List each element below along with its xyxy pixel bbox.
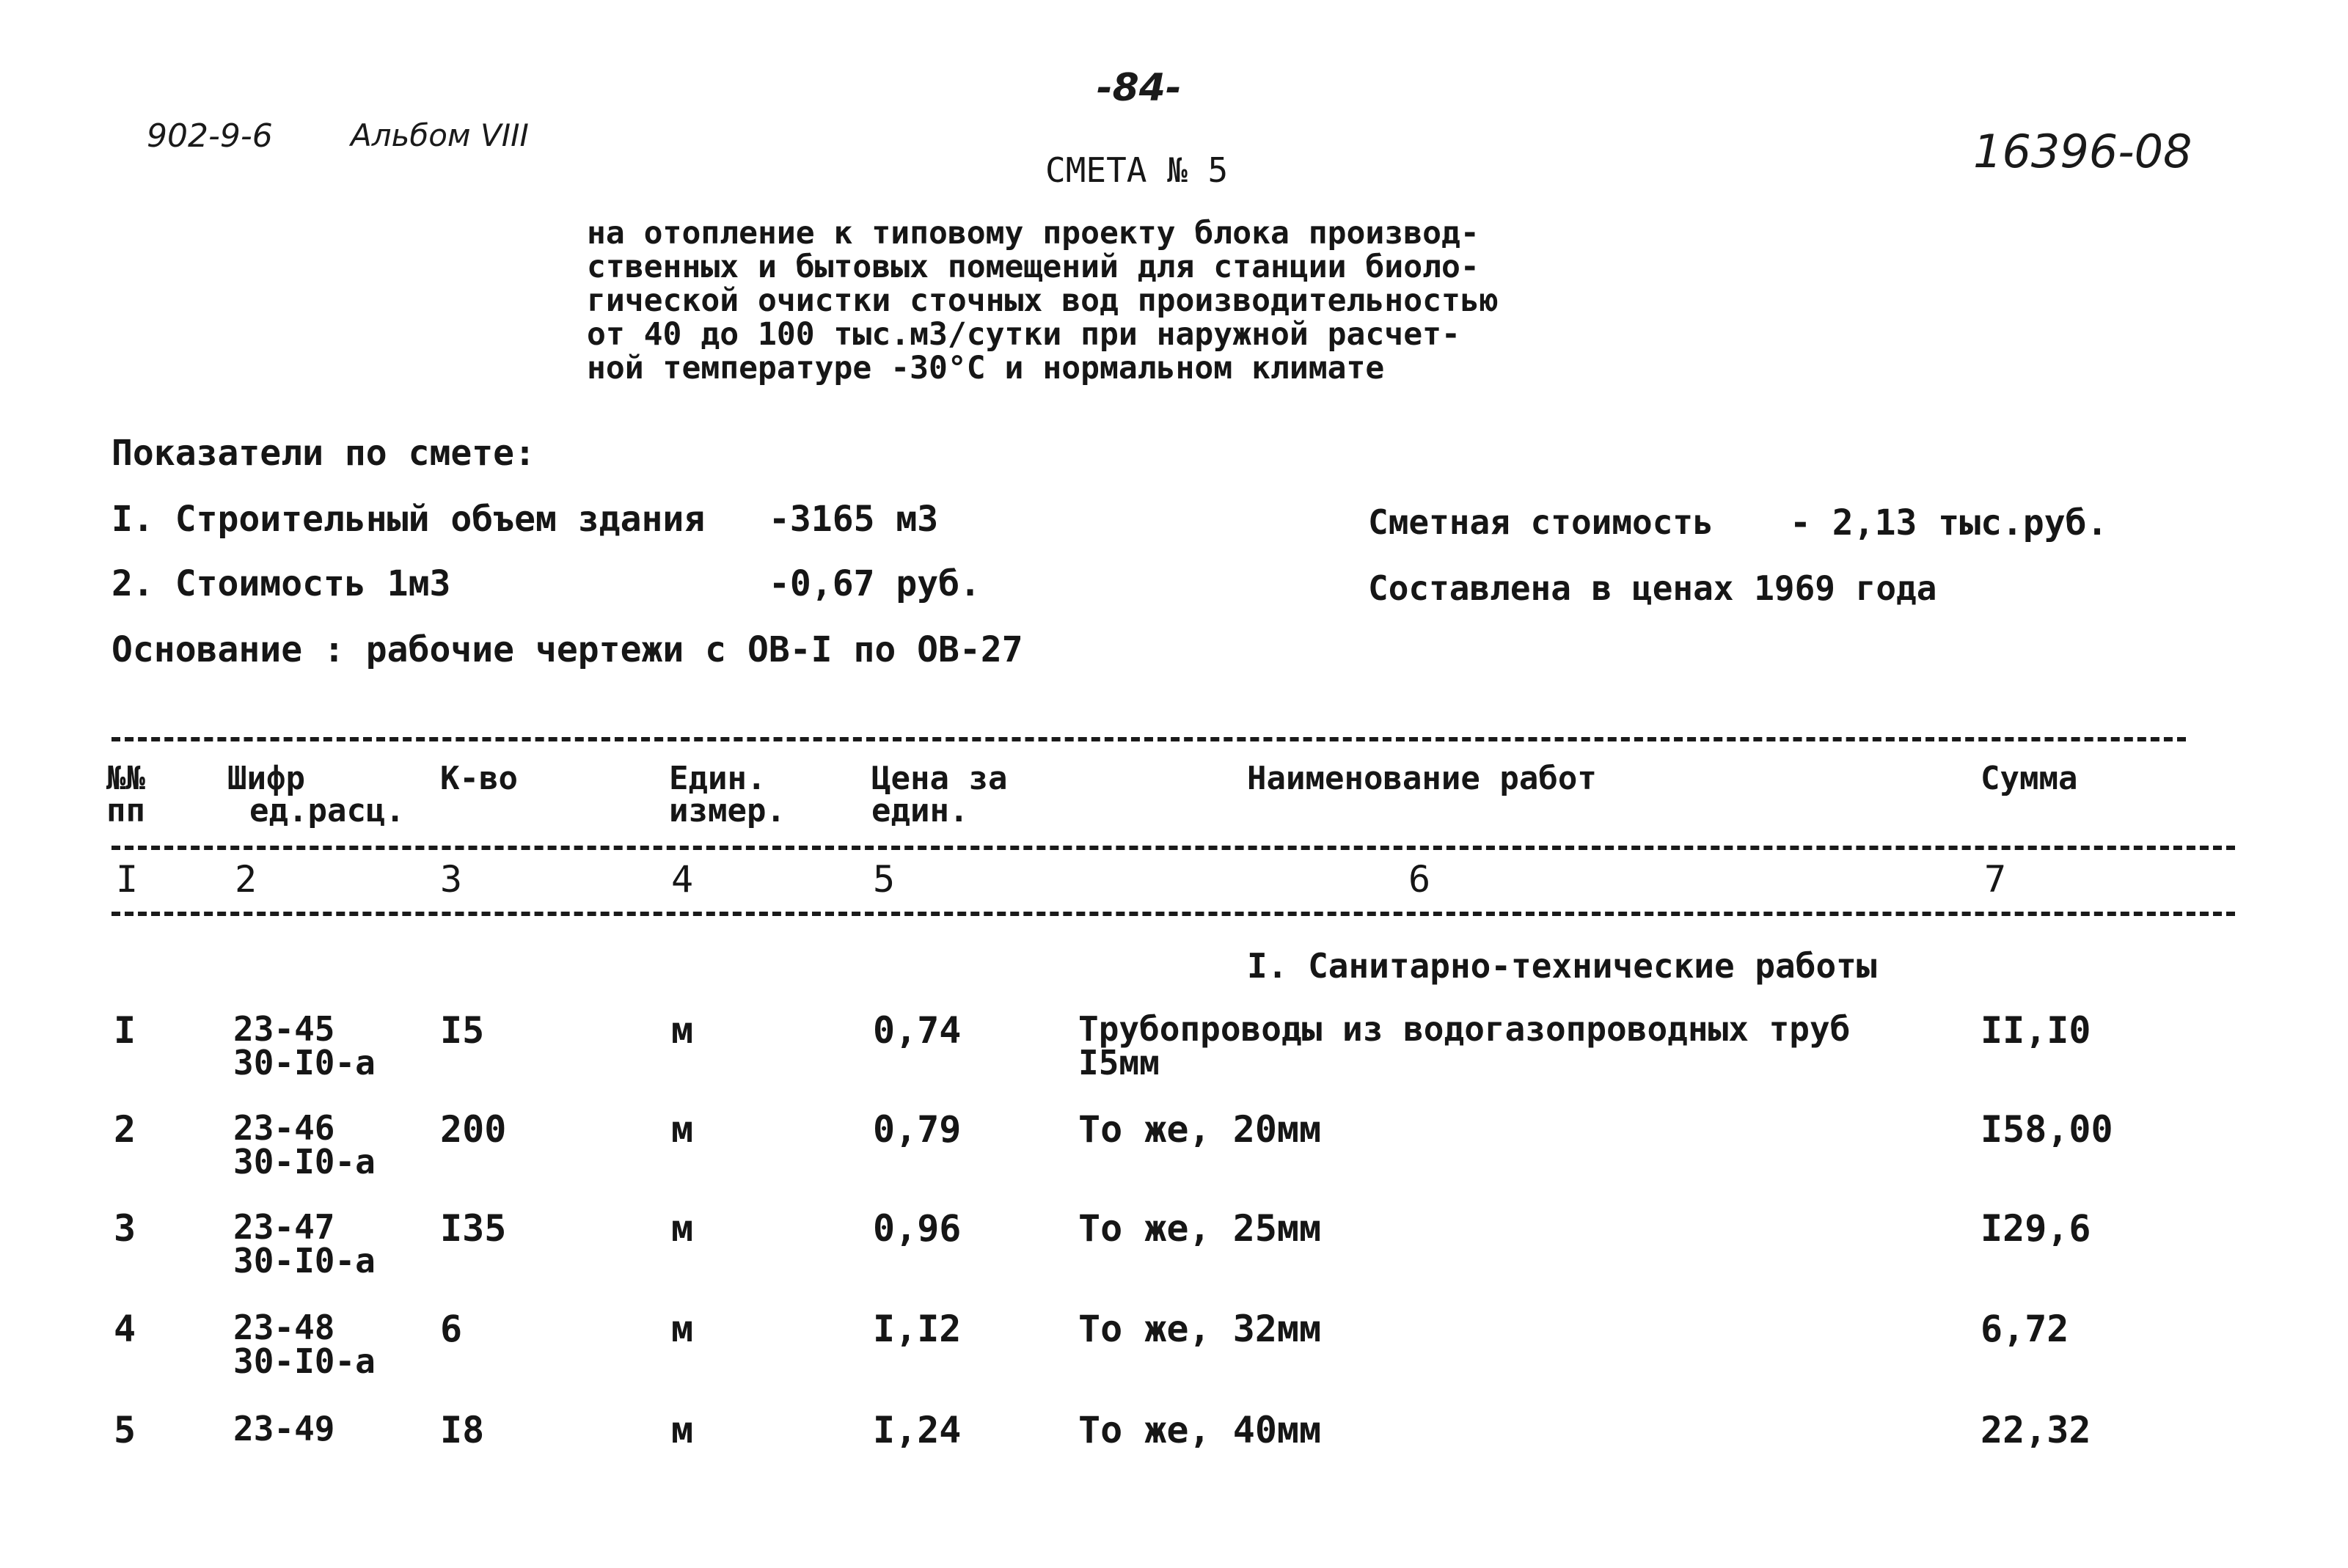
- colnum-4: 4: [671, 858, 694, 901]
- album-label: Альбом VIII: [351, 117, 529, 153]
- row-price: 0,96: [873, 1207, 962, 1250]
- unit-cost-label: 2. Стоимость 1м3: [111, 563, 451, 604]
- row-unit: м: [671, 1409, 694, 1451]
- indicators-heading: Показатели по смете:: [111, 433, 535, 474]
- row-name: Трубопроводы из водогазопроводных труб I5мм: [1078, 1009, 1851, 1082]
- row-price: I,24: [873, 1409, 962, 1451]
- cost-label: Сметная стоимость: [1368, 502, 1714, 542]
- row-name: То же, 25мм: [1078, 1207, 1322, 1250]
- cost-value: - 2,13 тыс.руб.: [1790, 502, 2108, 543]
- header-code: Шифр ед.расц.: [227, 760, 405, 829]
- row-num: 5: [114, 1409, 136, 1451]
- row-num: 2: [114, 1108, 136, 1151]
- subtitle-line: ственных и бытовых помещений для станции биоло-: [587, 249, 1480, 285]
- row-qty: 200: [440, 1108, 507, 1151]
- colnum-5: 5: [873, 858, 896, 901]
- row-num: 3: [114, 1207, 136, 1250]
- row-sum: 6,72: [1981, 1308, 2069, 1350]
- row-qty: I8: [440, 1409, 485, 1451]
- row-qty: I5: [440, 1009, 485, 1052]
- prices-note: Составлена в ценах 1969 года: [1368, 568, 1937, 608]
- row-qty: 6: [440, 1308, 463, 1350]
- unit-cost-value: -0,67 руб.: [769, 563, 981, 604]
- volume-value: -3165 м3: [769, 499, 939, 540]
- header-unit: Един. измер.: [669, 760, 786, 829]
- row-code: 23-47 30-I0-а: [233, 1207, 376, 1281]
- colnum-1: I: [116, 858, 139, 901]
- subtitle-line: гической очистки сточных вод производительностью: [587, 282, 1499, 319]
- subtitle-line: на отопление к типовому проекту блока производ-: [587, 215, 1480, 252]
- row-name: То же, 40мм: [1078, 1409, 1322, 1451]
- row-name: То же, 32мм: [1078, 1308, 1322, 1350]
- header-bottom-rule: [111, 846, 2235, 850]
- row-sum: I29,6: [1981, 1207, 2091, 1250]
- row-price: I,I2: [873, 1308, 962, 1350]
- volume-label: I. Строительный объем здания: [111, 499, 706, 540]
- row-unit: м: [671, 1108, 694, 1151]
- row-code: 23-46 30-I0-а: [233, 1108, 376, 1182]
- basis-line: Основание : рабочие чертежи с ОВ-I по ОВ-27: [111, 629, 1023, 670]
- header-price: Цена за един.: [871, 760, 1008, 829]
- header-sum: Сумма: [1981, 760, 2078, 797]
- subtitle-line: от 40 до 100 тыс.м3/сутки при наружной расчет-: [587, 316, 1460, 353]
- row-unit: м: [671, 1207, 694, 1250]
- row-sum: 22,32: [1981, 1409, 2091, 1451]
- page-number: -84-: [1097, 66, 1182, 110]
- colnum-2: 2: [235, 858, 257, 901]
- estimate-title: СМЕТА № 5: [1045, 150, 1229, 190]
- doc-code: 902-9-6: [147, 117, 273, 155]
- row-sum: I58,00: [1981, 1108, 2113, 1151]
- row-code: 23-49: [233, 1409, 335, 1448]
- colnum-7: 7: [1984, 858, 2007, 901]
- row-unit: м: [671, 1308, 694, 1350]
- archive-number: 16396-08: [1973, 125, 2192, 178]
- row-unit: м: [671, 1009, 694, 1052]
- header-qty: К-во: [440, 760, 518, 797]
- row-num: I: [114, 1009, 136, 1052]
- colnum-6: 6: [1408, 858, 1431, 901]
- colnum-bottom-rule: [111, 912, 2235, 916]
- subtitle-line: ной температуре -30°С и нормальном климате: [587, 350, 1385, 386]
- section-title: I. Санитарно-технические работы: [1247, 946, 1877, 986]
- colnum-3: 3: [440, 858, 463, 901]
- row-num: 4: [114, 1308, 136, 1350]
- estimate-subtitle: [587, 216, 1499, 385]
- table-top-rule: [111, 737, 2186, 741]
- row-price: 0,74: [873, 1009, 962, 1052]
- row-code: 23-45 30-I0-а: [233, 1009, 376, 1082]
- header-name: Наименование работ: [1247, 760, 1597, 797]
- row-qty: I35: [440, 1207, 507, 1250]
- row-code: 23-48 30-I0-а: [233, 1308, 376, 1381]
- row-name: То же, 20мм: [1078, 1108, 1322, 1151]
- row-price: 0,79: [873, 1108, 962, 1151]
- header-num: №№ пп: [106, 760, 145, 829]
- row-sum: II,I0: [1981, 1009, 2091, 1052]
